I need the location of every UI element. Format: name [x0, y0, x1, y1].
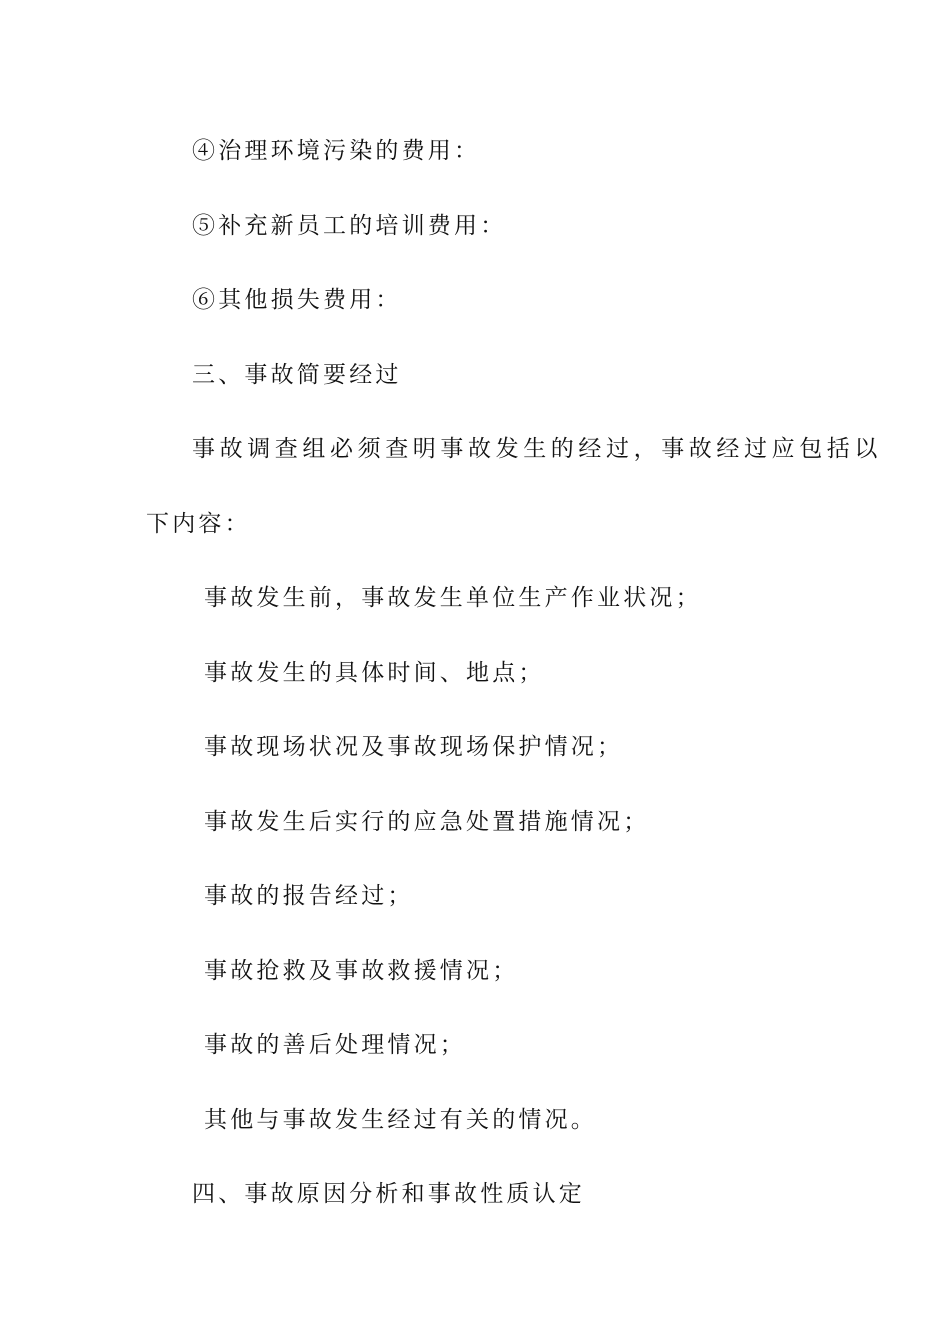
process-item-1: 事故发生前，事故发生单位生产作业状况；	[204, 585, 702, 611]
section-heading-3: 三、事故简要经过	[192, 362, 402, 388]
paragraph-line-1: 事故调查组必须查明事故发生的经过，事故经过应包括以	[192, 436, 882, 462]
process-item-3: 事故现场状况及事故现场保护情况；	[204, 734, 624, 760]
process-item-8: 其他与事故发生经过有关的情况。	[204, 1107, 597, 1133]
cost-item-6: ⑥其他损失费用：	[192, 287, 402, 313]
process-item-5: 事故的报告经过；	[204, 883, 414, 909]
process-item-7: 事故的善后处理情况；	[204, 1032, 466, 1058]
cost-item-4: ④治理环境污染的费用：	[192, 138, 481, 164]
process-item-4: 事故发生后实行的应急处置措施情况；	[204, 809, 650, 835]
paragraph-line-2: 下内容：	[146, 511, 251, 537]
process-item-6: 事故抢救及事故救援情况；	[204, 958, 519, 984]
section-heading-4: 四、事故原因分析和事故性质认定	[192, 1181, 585, 1207]
process-item-2: 事故发生的具体时间、地点；	[204, 660, 545, 686]
cost-item-5: ⑤补充新员工的培训费用：	[192, 213, 507, 239]
